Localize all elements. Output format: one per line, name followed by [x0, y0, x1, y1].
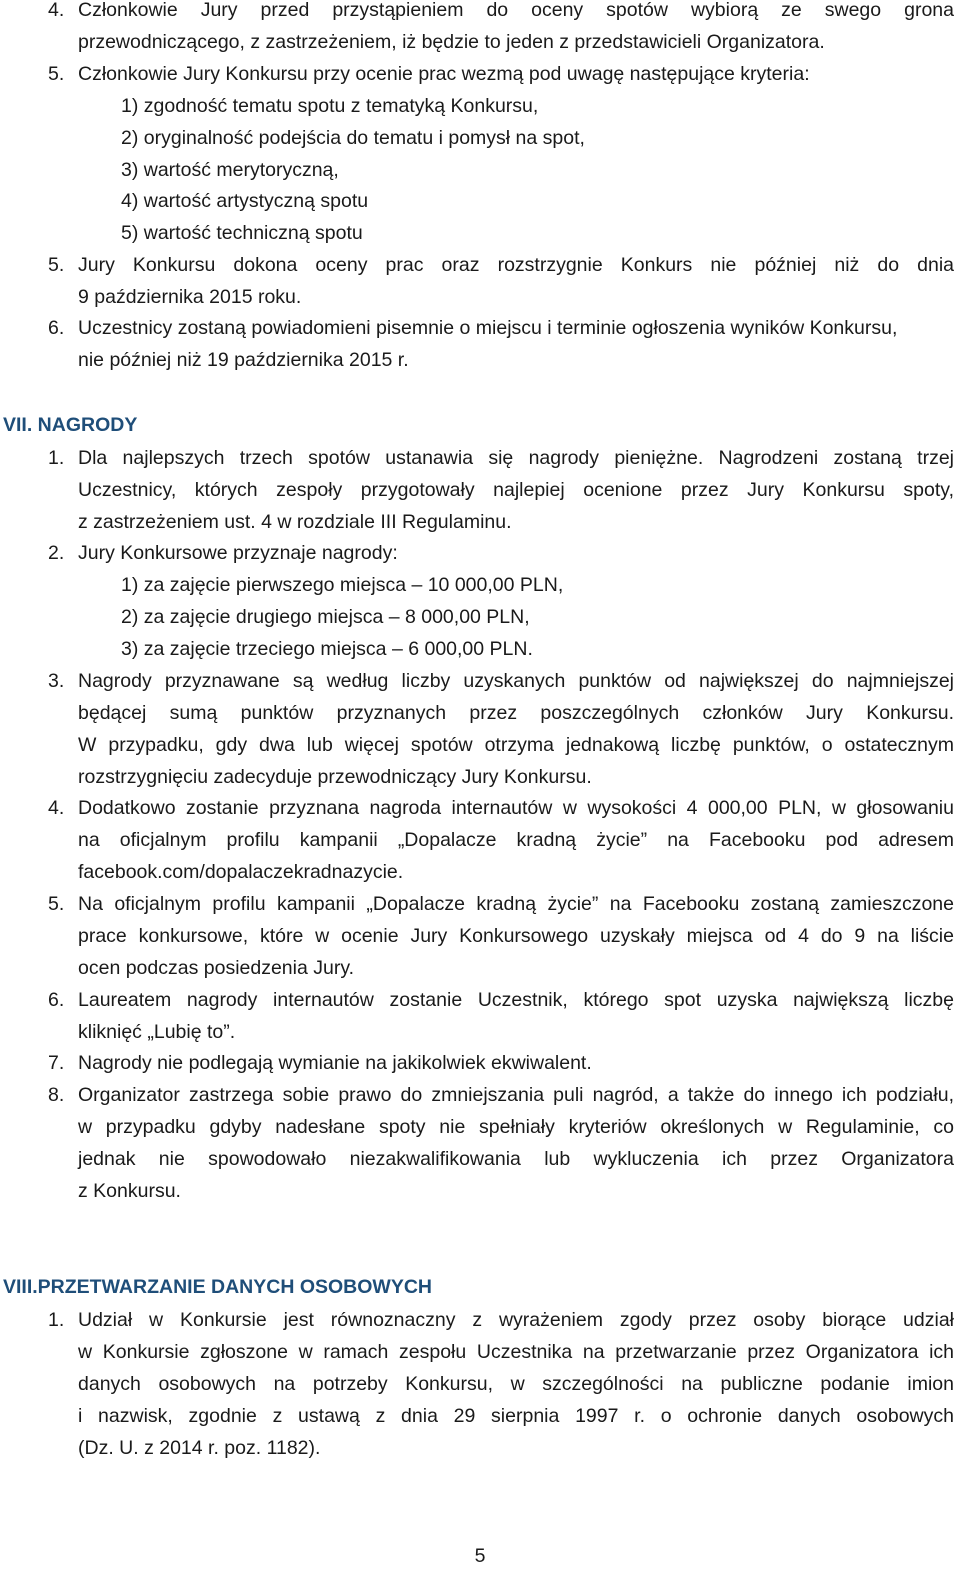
item-number: 6.	[48, 989, 65, 1011]
text-line: będącej sumą punktów przyznanych przez poszczególnych członków Jury Konkursu.	[78, 702, 954, 724]
text-line: Członkowie Jury przed przystąpieniem do oceny spotów wybiorą ze swego grona	[78, 0, 954, 21]
item-text	[78, 312, 954, 376]
item-text	[78, 58, 954, 90]
item-number: 5.	[48, 893, 65, 915]
item-text	[78, 1304, 954, 1464]
criterion: 2) oryginalność podejścia do tematu i pomysł na spot,	[121, 127, 585, 149]
item-number: 4.	[48, 797, 65, 819]
text-line: Jury Konkursu dokona oceny prac oraz rozstrzygnie Konkurs nie później niż do dnia	[78, 254, 954, 276]
prize: 2) za zajęcie drugiego miejsca – 8 000,00 PLN,	[121, 606, 530, 628]
item-number: 7.	[48, 1052, 65, 1074]
text-line: Nagrody przyznawane są według liczby uzyskanych punktów od największej do najmniejszej	[78, 670, 954, 692]
item-text	[78, 665, 954, 793]
item-text	[78, 1047, 954, 1079]
text-line: Na oficjalnym profilu kampanii „Dopalacze kradną życie” na Facebooku zostaną zamieszczone	[78, 893, 954, 915]
item-text	[78, 442, 954, 538]
text-line: z Konkursu.	[78, 1180, 181, 1202]
text-line: przewodniczącego, z zastrzeżeniem, iż będzie to jeden z przedstawicieli Organizatora.	[78, 31, 825, 53]
item-number: 5.	[48, 63, 65, 85]
text-line: ocen podczas posiedzenia Jury.	[78, 957, 355, 979]
text-line: prace konkursowe, które w ocenie Jury Konkursowego uzyskały miejsca od 4 do 9 na liście	[78, 925, 954, 947]
item-text	[78, 888, 954, 984]
item-number: 1.	[48, 447, 65, 469]
item-number: 5.	[48, 254, 65, 276]
section-heading: VII. NAGRODY	[3, 414, 138, 436]
section-heading: VIII.PRZETWARZANIE DANYCH OSOBOWYCH	[3, 1276, 433, 1298]
text-line: w przypadku gdyby nadesłane spoty nie spełniały kryteriów określonych w Regulaminie, co	[78, 1116, 954, 1138]
text-line: Dodatkowo zostanie przyznana nagroda internautów w wysokości 4 000,00 PLN, w głosowaniu	[78, 797, 954, 819]
text-line: facebook.com/dopalaczekradnazycie.	[78, 861, 404, 883]
text-line: (Dz. U. z 2014 r. poz. 1182).	[78, 1437, 321, 1459]
criterion: 1) zgodność tematu spotu z tematyką Konkursu,	[121, 95, 539, 117]
text-line: na oficjalnym profilu kampanii „Dopalacze kradną życie” na Facebooku pod adresem	[78, 829, 954, 851]
item-number: 2.	[48, 542, 65, 564]
text-line: Członkowie Jury Konkursu przy ocenie prac wezmą pod uwagę następujące kryteria:	[78, 63, 810, 85]
item-number: 6.	[48, 317, 65, 339]
text-line: Jury Konkursowe przyznaje nagrody:	[78, 542, 398, 564]
page-number: 5	[474, 1545, 486, 1567]
prize: 3) za zajęcie trzeciego miejsca – 6 000,00 PLN.	[121, 638, 533, 660]
item-text	[78, 537, 954, 569]
item-number: 4.	[48, 0, 65, 21]
text-line: Organizator zastrzega sobie prawo do zmniejszania puli nagród, a także do innego ich podziału,	[78, 1084, 954, 1106]
criterion: 4) wartość artystyczną spotu	[121, 190, 369, 212]
text-line: Uczestnicy zostaną powiadomieni pisemnie o miejscu i terminie ogłoszenia wyników Konkursu,	[78, 317, 898, 339]
text-line: 9 października 2015 roku.	[78, 286, 302, 308]
item-text	[78, 1079, 954, 1207]
item-number: 8.	[48, 1084, 65, 1106]
item-text	[78, 984, 954, 1048]
item-text	[78, 249, 954, 313]
text-line: w Konkursie zgłoszone w ramach zespołu Uczestnika na przetwarzanie przez Organizatora ich	[78, 1341, 954, 1363]
text-line: danych osobowych na potrzeby Konkursu, w szczególności na publiczne podanie imion	[78, 1373, 954, 1395]
item-number: 3.	[48, 670, 65, 692]
text-line: Uczestnicy, których zespoły przygotowały najlepiej ocenione przez Jury Konkursu spoty,	[78, 479, 954, 501]
text-line: W przypadku, gdy dwa lub więcej spotów otrzyma jednakową liczbę punktów, o ostatecznym	[78, 734, 954, 756]
text-line: z zastrzeżeniem ust. 4 w rozdziale III Regulaminu.	[78, 511, 512, 533]
text-line: kliknięć „Lubię to”.	[78, 1021, 236, 1043]
prize: 1) za zajęcie pierwszego miejsca – 10 000,00 PLN,	[121, 574, 564, 596]
text-line: nie później niż 19 października 2015 r.	[78, 349, 409, 371]
text-line: Dla najlepszych trzech spotów ustanawia się nagrody pieniężne. Nagrodzeni zostaną trzej	[78, 447, 954, 469]
item-text	[78, 0, 954, 58]
criterion: 5) wartość techniczną spotu	[121, 222, 363, 244]
text-line: jednak nie spowodowało niezakwalifikowania lub wykluczenia ich przez Organizatora	[78, 1148, 954, 1170]
text-line: i nazwisk, zgodnie z ustawą z dnia 29 sierpnia 1997 r. o ochronie danych osobowych	[78, 1405, 954, 1427]
text-line: Udział w Konkursie jest równoznaczny z wyrażeniem zgody przez osoby biorące udział	[78, 1309, 954, 1331]
item-number: 1.	[48, 1309, 65, 1331]
text-line: rozstrzygnięciu zadecyduje przewodniczący Jury Konkursu.	[78, 766, 592, 788]
text-line: Laureatem nagrody internautów zostanie Uczestnik, którego spot uzyska największą liczbę	[78, 989, 954, 1011]
text-line: Nagrody nie podlegają wymianie na jakikolwiek ekwiwalent.	[78, 1052, 592, 1074]
item-text	[78, 792, 954, 888]
criterion: 3) wartość merytoryczną,	[121, 159, 339, 181]
